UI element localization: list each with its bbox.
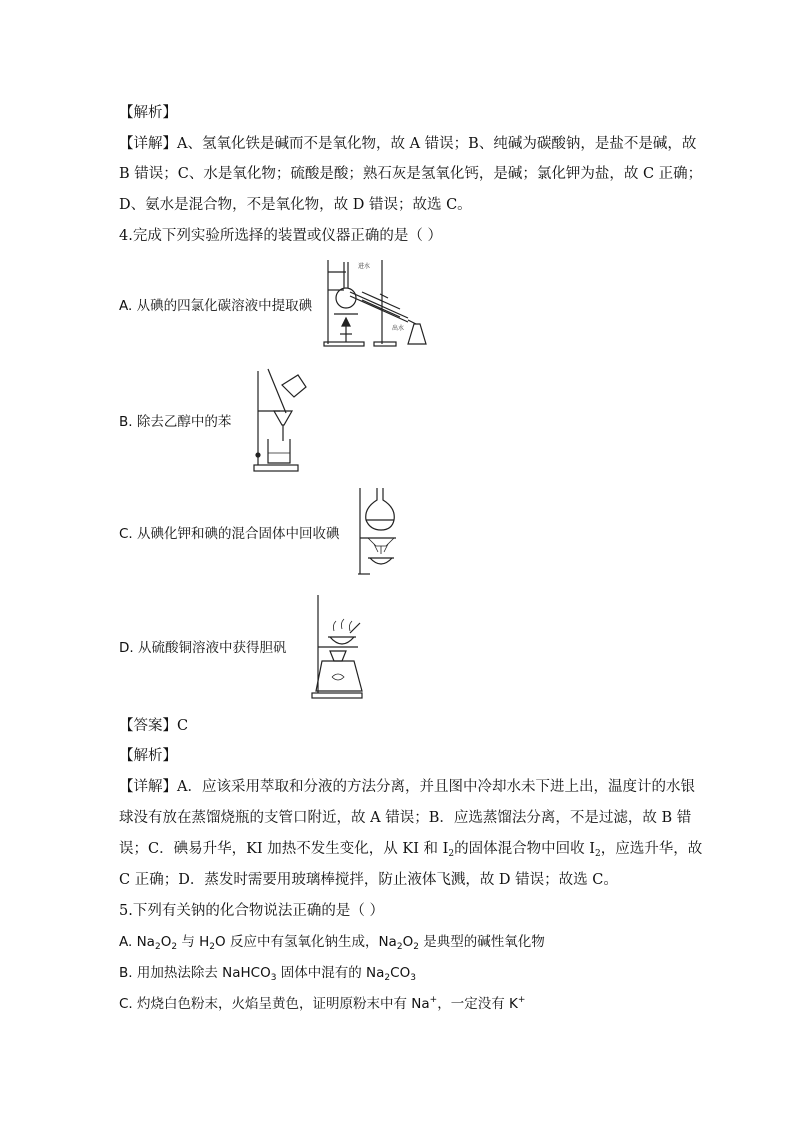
q5-option-c: C. 灼烧白色粉末，火焰呈黄色，证明原粉末中有 Na+，一定没有 K+ (119, 995, 526, 1012)
distillation-apparatus-diagram (322, 258, 432, 350)
evaporation-apparatus-diagram (308, 593, 368, 701)
question-5-stem: 5.下列有关钠的化合物说法正确的是（ ） (119, 903, 384, 919)
detail-line-2: 球没有放在蒸馏烧瓶的支管口附近，故 A 错误；B．应选蒸馏法分离，不是过滤，故 B 错 (119, 810, 692, 826)
section-label-2: 【解析】 (119, 748, 177, 764)
q5-option-b: B. 用加热法除去 NaHCO$_3$ 固体中混有的 $Na_2CO_3$ (119, 965, 416, 983)
q5-option-a: A. $Na_2O_2$ 与 $H_2O$ 反应中有氢氧化钠生成，$Na_2O_2$ 是典型的碱性氧化物 (119, 934, 545, 952)
option-b: B. 除去乙醇中的苯 (119, 414, 232, 430)
question-4-stem: 4.完成下列实验所选择的装置或仪器正确的是（ ） (119, 228, 442, 244)
answer-label: 【答案】C (119, 718, 189, 734)
sublimation-apparatus-diagram (356, 486, 402, 578)
filtration-apparatus-diagram (250, 367, 310, 475)
option-a: A. 从碘的四氯化碳溶液中提取碘 (119, 298, 313, 314)
detail-line-1: 【详解】A．应该采用萃取和分液的方法分离，并且图中冷却水未下进上出，温度计的水银 (119, 779, 695, 795)
section-label: 【解析】 (119, 105, 177, 121)
explanation-line-3: D、氨水是混合物，不是氧化物，故 D 错误；故选 C。 (119, 197, 472, 213)
detail-line-3: 误；C．碘易升华，KI 加热不发生变化，从 KI 和 $I_2$的固体混合物中回收 $I_2$，应选升华，故 (119, 841, 703, 859)
option-d: D. 从硫酸铜溶液中获得胆矾 (119, 640, 287, 656)
explanation-line-2: B 错误；C、水是氧化物；硫酸是酸；熟石灰是氢氧化钙，是碱；氯化钾为盐，故 C 正确； (119, 166, 703, 182)
detail-line-4: C 正确；D．蒸发时需要用玻璃棒搅拌，防止液体飞溅，故 D 错误；故选 C。 (119, 872, 618, 888)
water-out-label: 出水 (392, 325, 405, 332)
explanation-line-1: 【详解】A、氢氧化铁是碱而不是氧化物，故 A 错误；B、纯碱为碳酸钠，是盐不是碱，故 (119, 136, 697, 152)
option-c: C. 从碘化钾和碘的混合固体中回收碘 (119, 526, 340, 542)
water-in-label: 进水 (358, 263, 371, 270)
